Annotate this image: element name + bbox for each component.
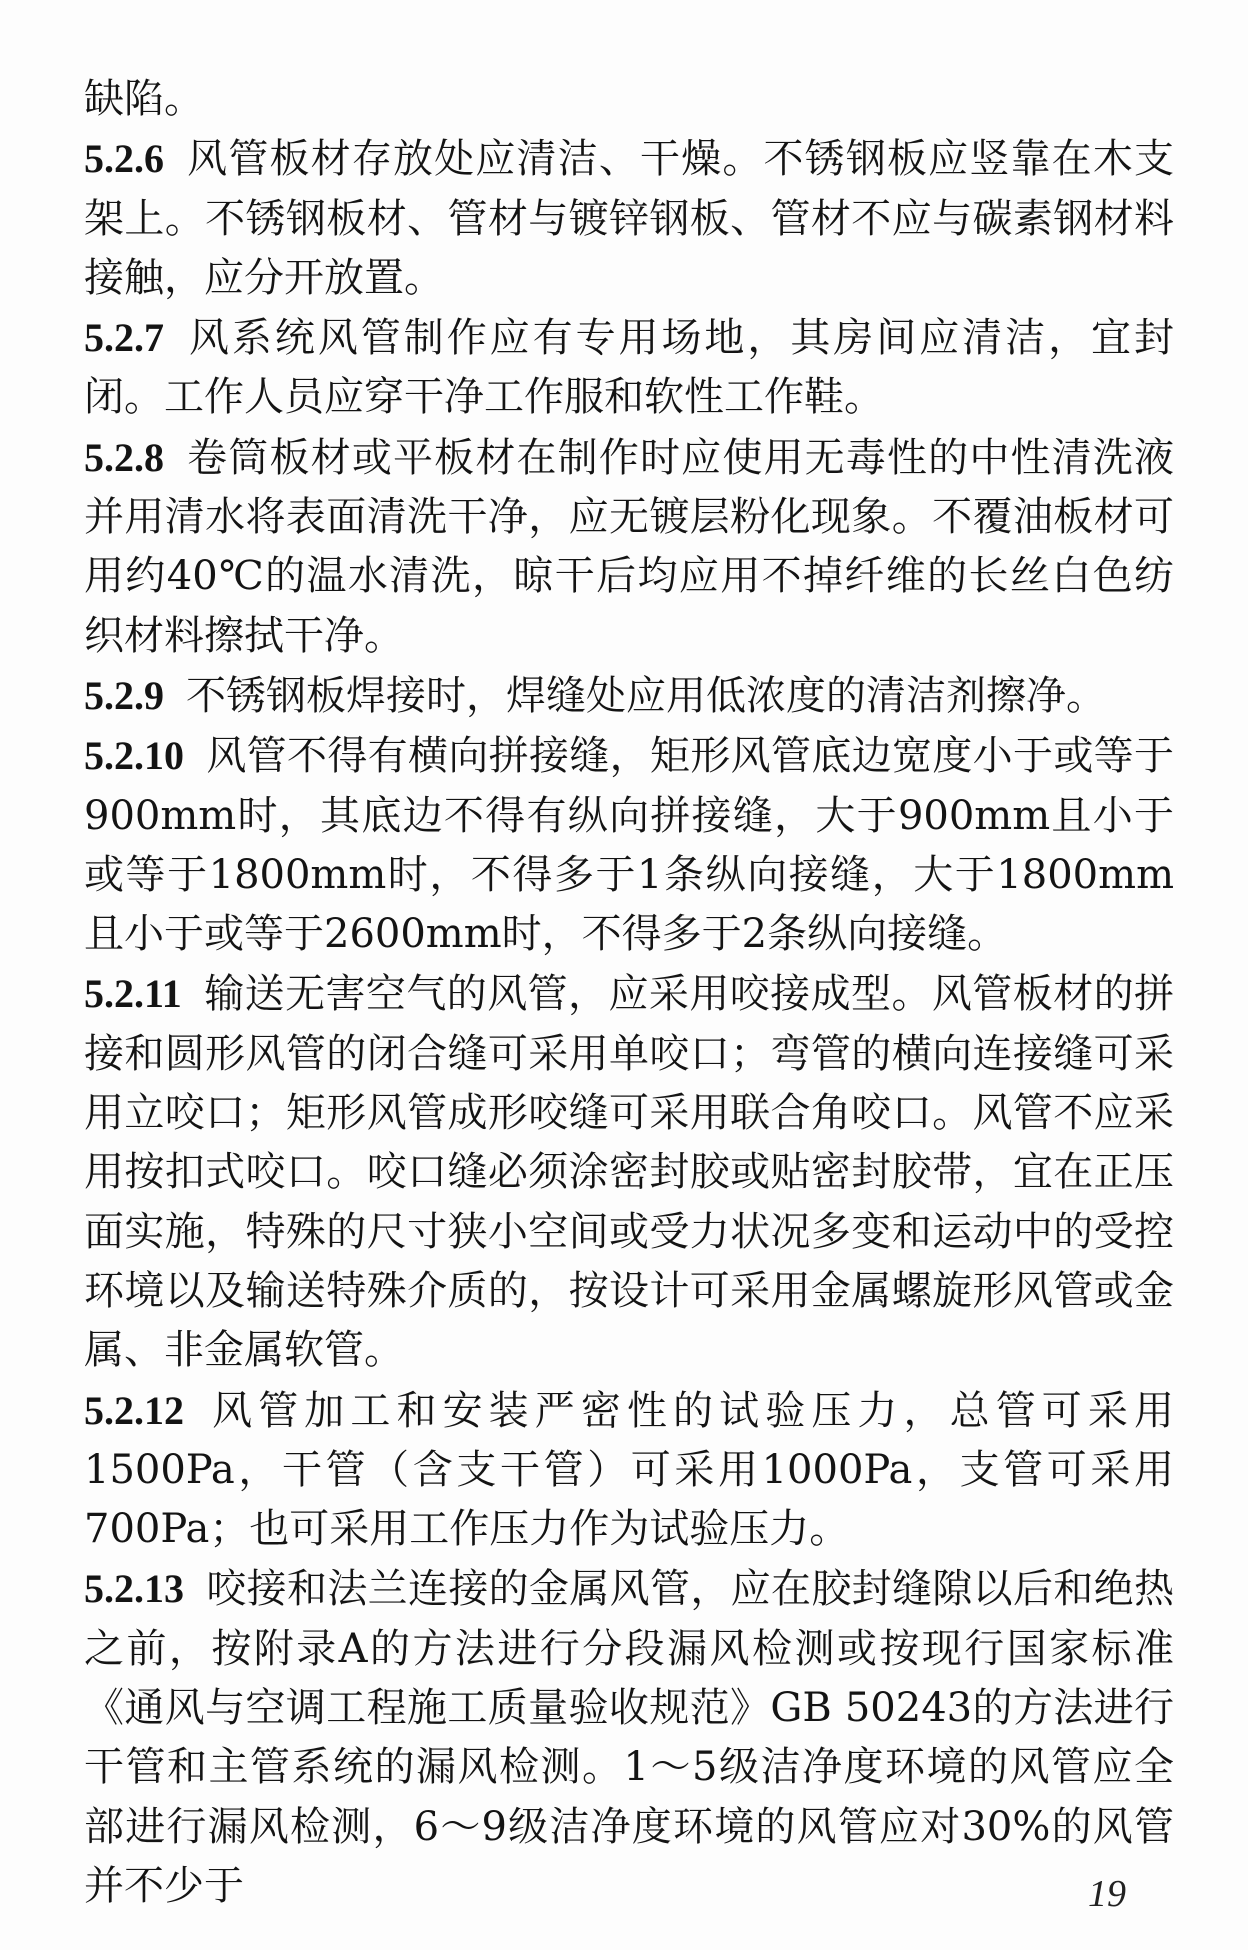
clause-number: 5.2.8 <box>84 434 164 480</box>
clause-number: 5.2.9 <box>84 672 164 718</box>
clause-text: 卷筒板材或平板材在制作时应使用无毒性的中性清洗液并用清水将表面清洗干净，应无镀层粉化现象。不覆油板材可用约40℃的温水清洗，晾干后均应用不掉纤维的长丝白色纺织材料擦拭干净。 <box>84 434 1174 659</box>
clause-5-2-10 <box>84 726 1174 964</box>
clause-number: 5.2.12 <box>84 1387 184 1433</box>
clause-text: 风系统风管制作应有专用场地，其房间应清洁，宜封闭。工作人员应穿干净工作服和软性工作鞋。 <box>84 315 1174 421</box>
clause-text: 风管加工和安装严密性的试验压力，总管可采用1500Pa，干管（含支干管）可采用1000Pa，支管可采用700Pa；也可采用工作压力作为试验压力。 <box>84 1387 1174 1553</box>
clause-5-2-9 <box>84 666 1174 726</box>
clause-5-2-6 <box>84 129 1174 308</box>
paragraph-continuation <box>84 70 1174 129</box>
clause-number: 5.2.6 <box>84 136 164 182</box>
clause-text: 咬接和法兰连接的金属风管，应在胶封缝隙以后和绝热之前，按附录A的方法进行分段漏风检测或按现行国家标准《通风与空调工程施工质量验收规范》GB 50243的方法进行干管和主管系统的漏风检测。1～5级洁净度环境的风管应全部进行漏风检测，6～9级洁净度环境的风管应对30%的风管并不少于 <box>84 1566 1174 1909</box>
body-text <box>84 70 1174 1916</box>
clause-number: 5.2.7 <box>84 315 164 361</box>
clause-5-2-12 <box>84 1381 1174 1560</box>
clause-number: 5.2.13 <box>84 1566 184 1612</box>
clause-text: 不锈钢板焊接时，焊缝处应用低浓度的清洁剂擦净。 <box>186 672 1106 719</box>
clause-5-2-11 <box>84 964 1174 1380</box>
clause-text: 风管不得有横向拼接缝，矩形风管底边宽度小于或等于900mm时，其底边不得有纵向拼接缝，大于900mm且小于或等于1800mm时，不得多于1条纵向接缝，大于1800mm且小于或等于2600mm时，不得多于2条纵向接缝。 <box>84 733 1174 958</box>
paragraph-text: 缺陷。 <box>84 76 204 122</box>
clause-5-2-7 <box>84 308 1174 428</box>
page-number: 19 <box>1088 1873 1126 1915</box>
clause-5-2-13 <box>84 1559 1174 1916</box>
clause-number: 5.2.10 <box>84 733 184 779</box>
clause-5-2-8 <box>84 428 1174 666</box>
clause-number: 5.2.11 <box>84 971 182 1017</box>
clause-text: 风管板材存放处应清洁、干燥。不锈钢板应竖靠在木支架上。不锈钢板材、管材与镀锌钢板、管材不应与碳素钢材料接触，应分开放置。 <box>84 136 1174 301</box>
clause-text: 输送无害空气的风管，应采用咬接成型。风管板材的拼接和圆形风管的闭合缝可采用单咬口；弯管的横向连接缝可采用立咬口；矩形风管成形咬缝可采用联合角咬口。风管不应采用按扣式咬口。咬口缝必须涂密封胶或贴密封胶带，宜在正压面实施，特殊的尺寸狭小空间或受力状况多变和运动中的受控环境以及输送特殊介质的，按设计可采用金属螺旋形风管或金属、非金属软管。 <box>84 971 1174 1374</box>
